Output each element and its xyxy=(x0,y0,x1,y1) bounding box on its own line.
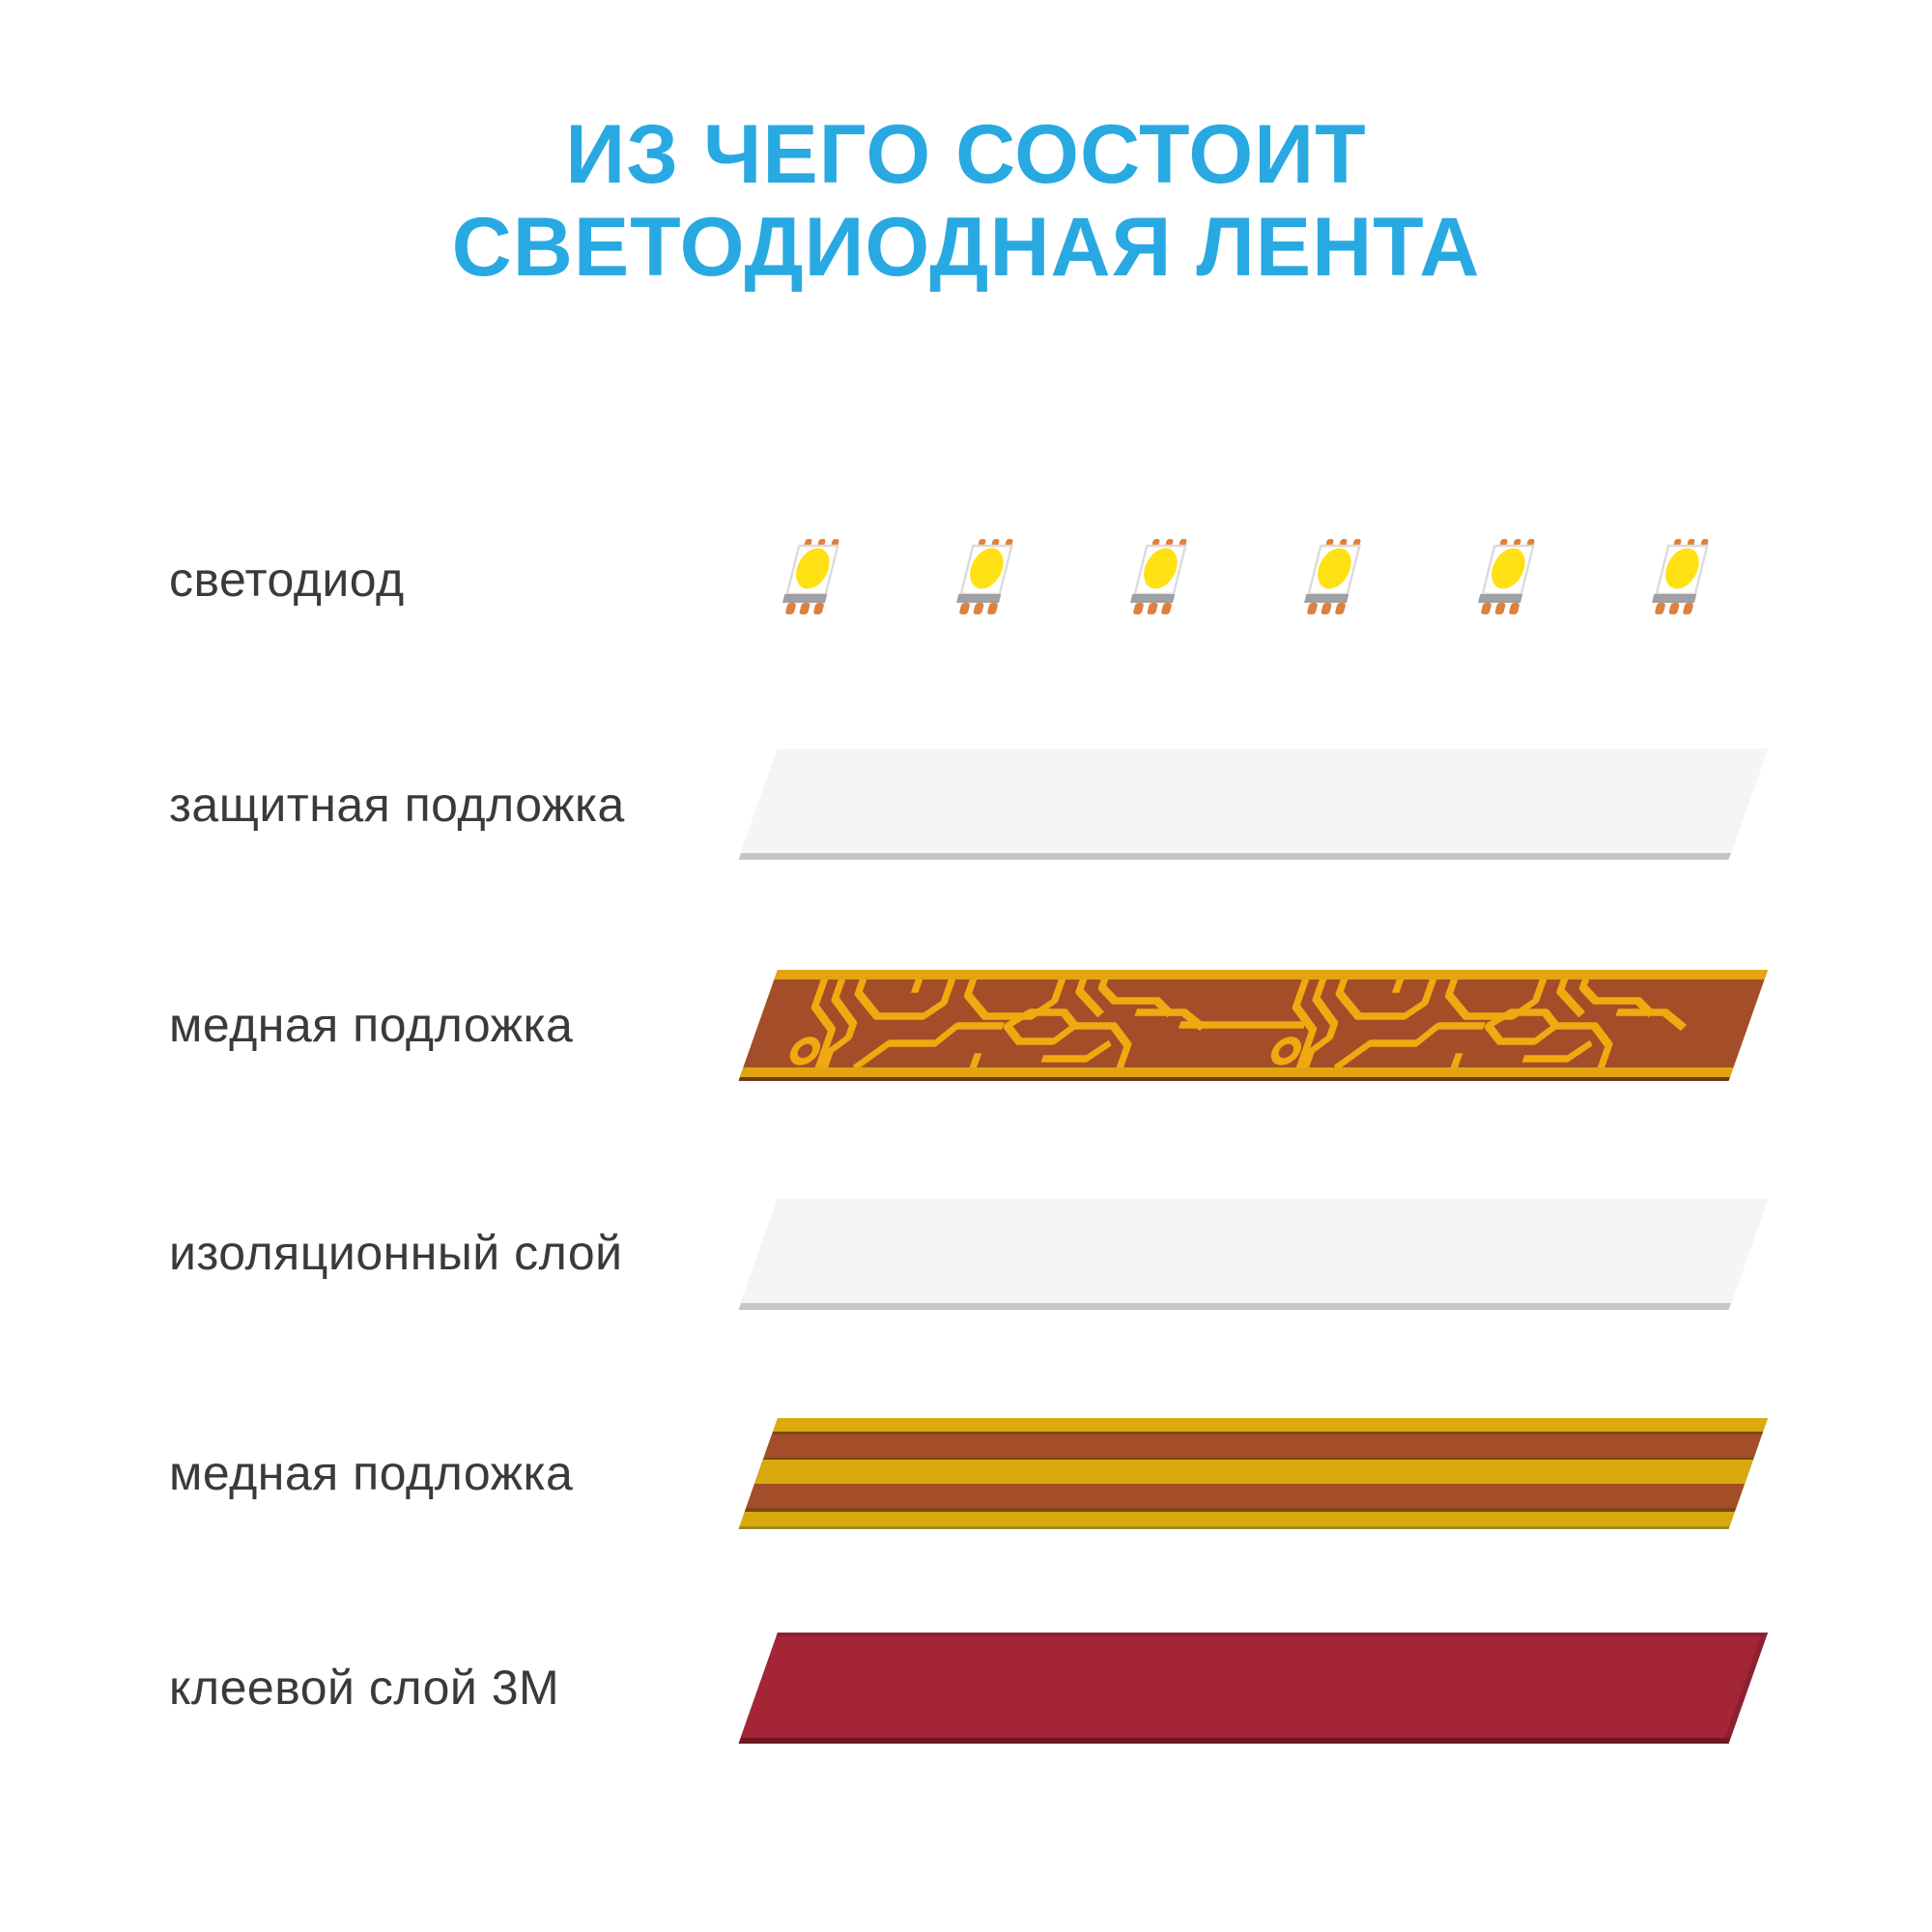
led-icon xyxy=(784,539,850,614)
led-icon xyxy=(1306,539,1372,614)
label-copper-bottom: медная подложка xyxy=(169,1446,574,1500)
led-icon xyxy=(1480,539,1546,614)
label-led: светодиод xyxy=(169,553,405,607)
label-protective: защитная подложка xyxy=(169,778,625,832)
layer-copper-striped-strip xyxy=(739,1418,1769,1532)
layer-protective-strip xyxy=(739,749,1769,863)
page-title-line2: СВЕТОДИОДНАЯ ЛЕНТА xyxy=(451,201,1481,294)
label-insulation: изоляционный слой xyxy=(169,1226,623,1280)
label-copper-top: медная подложка xyxy=(169,998,574,1052)
label-adhesive: клеевой слой 3М xyxy=(169,1661,560,1715)
page-title-line1: ИЗ ЧЕГО СОСТОИТ xyxy=(565,108,1367,201)
led-icon xyxy=(1132,539,1198,614)
layer-copper-pcb-strip xyxy=(739,970,1769,1084)
page-title xyxy=(0,108,1932,294)
led-icon xyxy=(958,539,1024,614)
layer-insulation-strip xyxy=(739,1199,1769,1313)
led-icon xyxy=(1654,539,1719,614)
layer-adhesive-strip xyxy=(739,1633,1769,1747)
led-row xyxy=(784,539,1719,614)
